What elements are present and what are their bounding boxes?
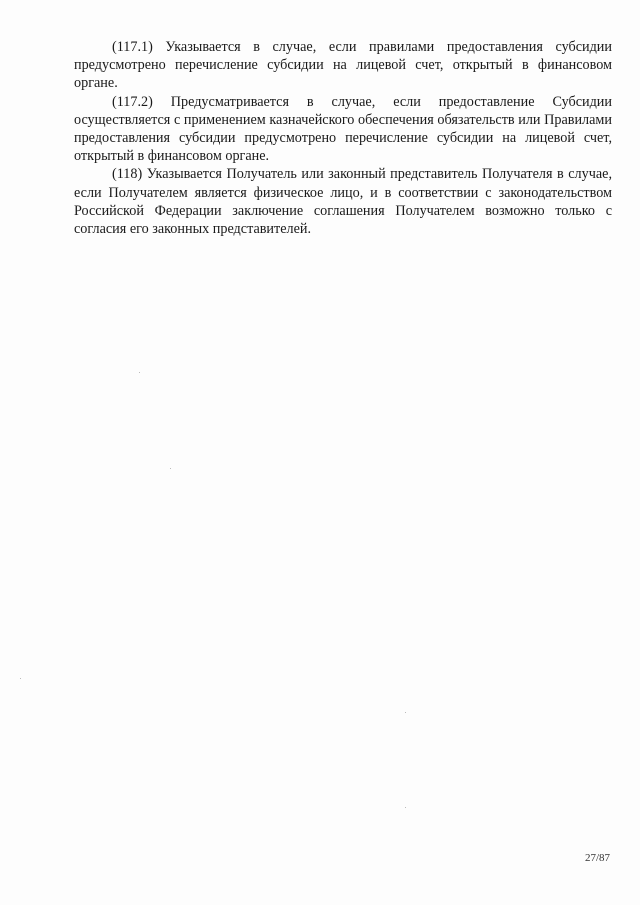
scan-speck (139, 372, 140, 373)
footnote-117-1: (117.1) Указывается в случае, если правилами предоставления субсидии предусмотрено перечисление субсидии на лицевой счет, открытый в финансовом органе. (74, 39, 612, 92)
footnote-118: (118) Указывается Получатель или законный представитель Получателя в случае, если Получателем является физическое лицо, и в соответствии с законодательством Российской Федерации заключение соглашения Получателем возможно только с согласия его законных представителей. (74, 166, 612, 238)
scan-speck (20, 678, 21, 679)
footnote-117-2: (117.2) Предусматривается в случае, если предоставление Субсидии осуществляется с применением казначейского обеспечения обязательств или Правилами предоставления субсидии предусмотрено перечисление субсидии на лицевой счет, открытый в финансовом органе. (74, 93, 612, 165)
footnote-text-block (74, 38, 612, 238)
scan-speck (405, 712, 406, 713)
scan-speck (170, 468, 171, 469)
scan-speck (405, 807, 406, 808)
page-number: 27/87 (584, 852, 610, 864)
